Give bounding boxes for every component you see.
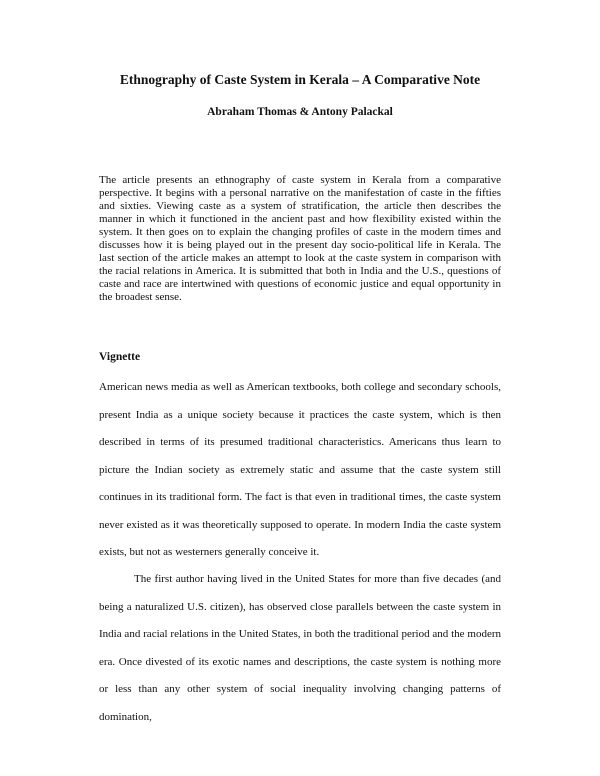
body-paragraph: American news media as well as American textbooks, both college and secondary schools, present India as a unique society because it practices the caste system, which is then described in terms of its presumed traditional characteristics. Americans thus learn to picture the Indian society as extremely static and assume that the caste system still continues in its traditional form. The fact is that even in traditional times, the caste system never existed as it was theoretically supposed to operate. In modern India the caste system exists, but not as westerners generally conceive it. <box>99 381 501 558</box>
body-paragraph: The first author having lived in the United States for more than five decades (and being a naturalized U.S. citizen), has observed close parallels between the caste system in India and racial relations in the United States, in both the traditional period and the modern era. Once divested of its exotic names and descriptions, the caste system is nothing more or less than any other system of social inequality involving changing patterns of domination, <box>99 573 501 723</box>
abstract-paragraph: The article presents an ethnography of caste system in Kerala from a comparative perspective. It begins with a personal narrative on the manifestation of caste in the fifties and sixties. Viewing caste as a system of stratification, the article then describes the manner in which it functioned in the ancient past and how flexibility existed within the system. It then goes on to explain the changing profiles of caste in the modern times and discusses how it is being played out in the present day socio-political life in Kerala. The last section of the article makes an attempt to look at the caste system in comparison with the racial relations in America. It is submitted that both in India and the U.S., questions of caste and race are intertwined with questions of economic justice and equal opportunity in the broadest sense. <box>99 174 501 303</box>
paper-authors: Abraham Thomas & Antony Palackal <box>207 106 393 118</box>
section-heading-vignette: Vignette <box>99 351 141 363</box>
paper-title: Ethnography of Caste System in Kerala – A Comparative Note <box>119 72 481 87</box>
